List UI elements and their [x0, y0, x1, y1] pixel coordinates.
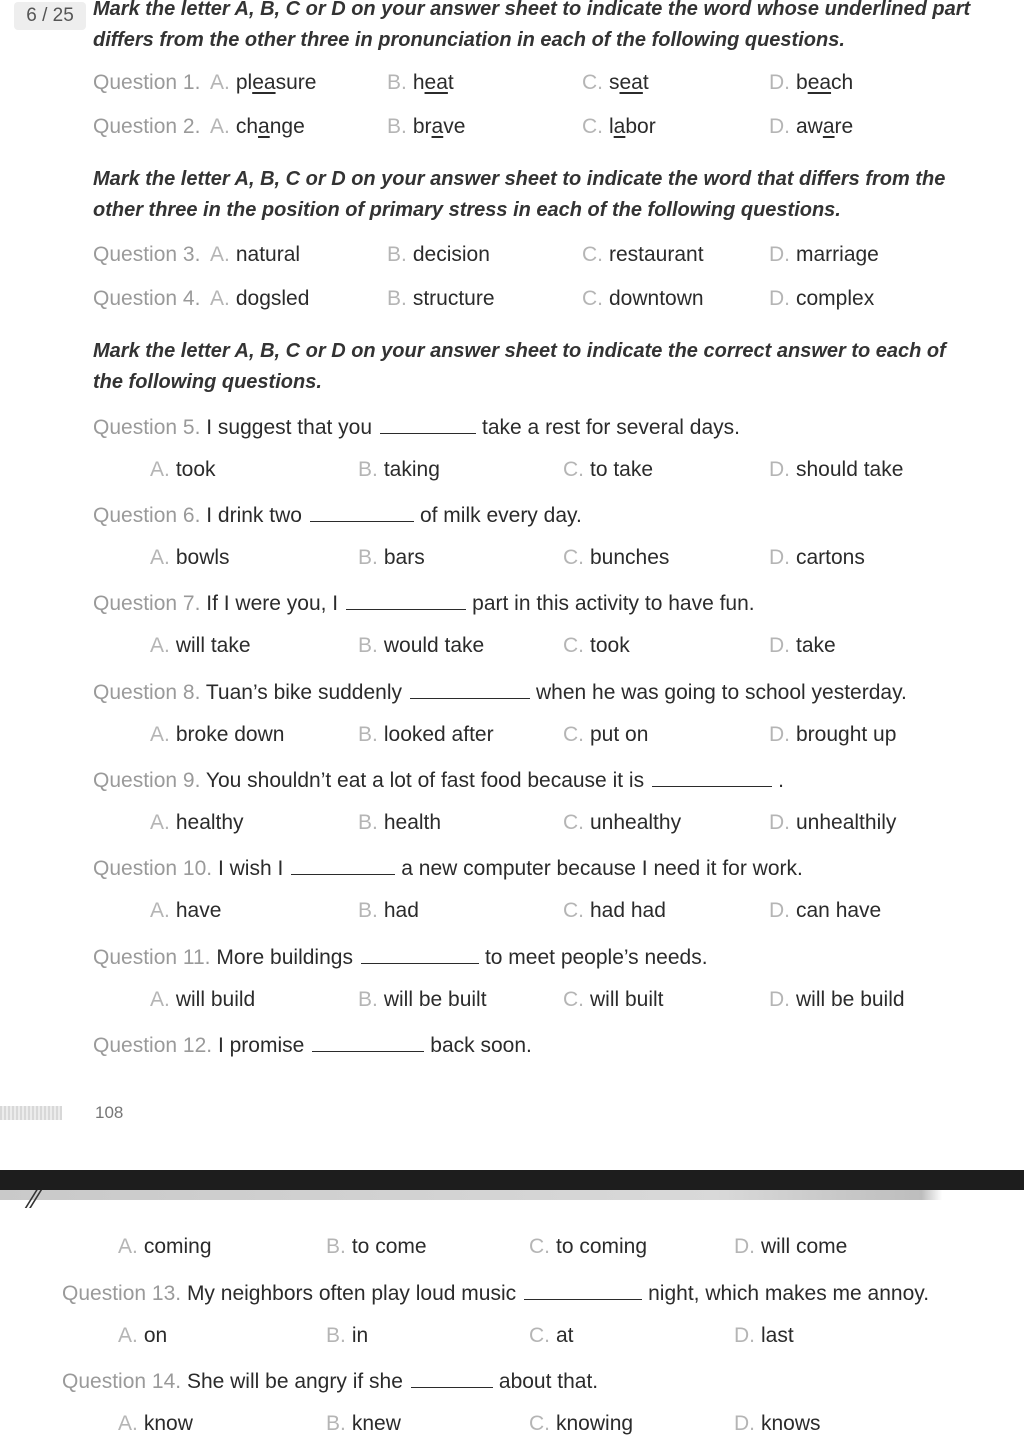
option-text: bunches [590, 546, 670, 569]
question-label: Question 6. [93, 504, 201, 527]
q5-option-a[interactable] [150, 455, 216, 485]
option-letter: B. [358, 988, 378, 1011]
option-letter: A. [150, 899, 170, 922]
q10-option-c[interactable] [563, 896, 666, 926]
underlined-part: ea [424, 71, 448, 94]
option-text: on [143, 1324, 168, 1347]
q1-option-d[interactable] [769, 68, 853, 98]
option-text: should take [796, 458, 904, 481]
option-letter: B. [387, 115, 407, 138]
answer-blank [291, 852, 395, 875]
question-text-pre: I drink two [206, 504, 302, 527]
option-letter: B. [387, 71, 407, 94]
question-label: Question 1. [93, 71, 201, 94]
option-text: knew [351, 1412, 401, 1435]
answer-blank [380, 411, 476, 434]
option-letter: D. [769, 287, 790, 310]
question-label: Question 10. [93, 857, 213, 880]
option-text: know [143, 1412, 193, 1435]
option-letter: D. [769, 546, 790, 569]
question-text-post: when he was going to school yesterday. [536, 681, 907, 704]
question-text-pre: If I were you, I [206, 592, 339, 615]
option-letter: D. [734, 1324, 755, 1347]
option-letter: B. [358, 811, 378, 834]
option-text: had had [590, 899, 666, 922]
option-text: put on [590, 723, 649, 746]
option-text: coming [143, 1235, 212, 1258]
q10-option-b[interactable] [358, 896, 419, 926]
option-text-post: sure [275, 71, 317, 94]
option-letter: D. [769, 634, 790, 657]
q13-option-d[interactable] [734, 1321, 794, 1351]
q7-option-a[interactable] [150, 631, 251, 661]
q3-option-a[interactable] [210, 240, 300, 270]
option-letter: B. [358, 458, 378, 481]
question-label: Question 14. [62, 1370, 182, 1393]
option-letter: C. [563, 634, 584, 657]
q4-option-d[interactable] [769, 284, 874, 314]
option-text: will be built [383, 988, 487, 1011]
option-text: natural [235, 243, 301, 266]
option-letter: C. [563, 458, 584, 481]
option-text: at [556, 1324, 574, 1347]
question-label: Question 7. [93, 592, 201, 615]
q14-option-a[interactable] [118, 1409, 193, 1439]
question-6 [93, 499, 993, 529]
option-letter: C. [582, 115, 603, 138]
option-text: will built [590, 988, 664, 1011]
q11-option-a[interactable] [150, 985, 255, 1015]
q2-option-d[interactable] [769, 112, 853, 142]
option-letter: D. [769, 723, 790, 746]
q6-option-a[interactable] [150, 543, 230, 573]
q4-option-b[interactable] [387, 284, 495, 314]
option-text-pre: br [412, 115, 432, 138]
option-text: took [590, 634, 630, 657]
option-letter: C. [582, 243, 603, 266]
option-text: bars [383, 546, 425, 569]
q7-option-b[interactable] [358, 631, 484, 661]
option-text-pre: aw [796, 115, 823, 138]
option-letter: B. [358, 546, 378, 569]
q3-option-b[interactable] [387, 240, 490, 270]
underlined-part: ea [619, 71, 643, 94]
option-text-pre: l [609, 115, 614, 138]
option-letter: A. [118, 1235, 138, 1258]
question-text-post: to meet people’s needs. [484, 946, 708, 969]
option-letter: B. [387, 287, 407, 310]
q13-option-b[interactable] [326, 1321, 368, 1351]
option-letter: C. [563, 811, 584, 834]
option-letter: A. [150, 546, 170, 569]
torn-edge [0, 1190, 1024, 1200]
option-letter: A. [150, 811, 170, 834]
question-label: Question 11. [93, 946, 211, 969]
option-letter: C. [563, 546, 584, 569]
option-text: knows [761, 1412, 821, 1435]
option-text: will come [761, 1235, 848, 1258]
option-letter: B. [326, 1235, 346, 1258]
q10-option-d[interactable] [769, 896, 881, 926]
q7-option-d[interactable] [769, 631, 836, 661]
question-13 [62, 1277, 962, 1307]
option-text-pre: pl [235, 71, 253, 94]
option-letter: A. [210, 71, 230, 94]
option-letter: B. [358, 634, 378, 657]
q11-option-b[interactable] [358, 985, 487, 1015]
question-12 [93, 1029, 993, 1059]
scan-artifact [0, 1106, 62, 1120]
question-text-pre: More buildings [216, 946, 353, 969]
answer-blank [410, 676, 530, 699]
underlined-part: a [431, 115, 444, 138]
question-text-post: of milk every day. [419, 504, 582, 527]
pen-mark-icon: ⁄⁄ [30, 1184, 39, 1214]
option-letter: A. [150, 458, 170, 481]
question-text-pre: She will be angry if she [186, 1370, 403, 1393]
option-letter: D. [769, 458, 790, 481]
question-text-pre: Tuan’s bike suddenly [205, 681, 403, 704]
option-text: to come [351, 1235, 427, 1258]
q9-option-a[interactable] [150, 808, 244, 838]
q14-option-c[interactable] [529, 1409, 633, 1439]
question-text-pre: I promise [217, 1034, 305, 1057]
answer-blank [346, 587, 466, 610]
option-letter: C. [563, 899, 584, 922]
option-text: in [351, 1324, 369, 1347]
option-text: downtown [609, 287, 704, 310]
q12-option-c[interactable] [529, 1232, 647, 1262]
option-text: marriage [796, 243, 879, 266]
option-text: will build [175, 988, 256, 1011]
underlined-part: a [822, 115, 835, 138]
question-text-post: . [778, 769, 784, 792]
option-letter: D. [734, 1412, 755, 1435]
option-text: brought up [796, 723, 897, 746]
question-7 [93, 587, 993, 617]
option-text-pre: h [412, 71, 425, 94]
q4-option-a[interactable] [210, 284, 309, 314]
answer-blank [361, 941, 479, 964]
question-text-pre: I wish I [217, 857, 284, 880]
page-divider [0, 1170, 1024, 1190]
question-label: Question 12. [93, 1034, 213, 1057]
option-letter: A. [210, 287, 230, 310]
question-5 [93, 411, 993, 441]
option-text: looked after [383, 723, 494, 746]
question-text-post: a new computer because I need it for work. [401, 857, 803, 880]
option-text-pre: b [796, 71, 808, 94]
q12-option-b[interactable] [326, 1232, 427, 1262]
question-text-pre: My neighbors often play loud music [186, 1282, 517, 1305]
option-text: can have [796, 899, 882, 922]
answer-blank [310, 499, 414, 522]
q8-option-c[interactable] [563, 720, 648, 750]
underlined-part: a [258, 115, 270, 138]
instruction-pronunciation: Mark the letter A, B, C or D on your answer sheet to indicate the word whose underlined part differs from the other three in pronunciation in each of the following questions. [93, 0, 971, 51]
question-text-post: night, which makes me annoy. [648, 1282, 930, 1305]
option-text-pre: ch [235, 115, 259, 138]
question-9 [93, 764, 993, 794]
option-text: to coming [556, 1235, 648, 1258]
option-letter: C. [582, 71, 603, 94]
option-text: had [383, 899, 419, 922]
question-label: Question 13. [62, 1282, 182, 1305]
question-10 [93, 852, 993, 882]
question-14 [62, 1365, 962, 1395]
q11-option-d[interactable] [769, 985, 905, 1015]
q2-option-c[interactable] [582, 112, 656, 142]
option-text-pre: s [609, 71, 620, 94]
q9-option-c[interactable] [563, 808, 681, 838]
option-text: unhealthily [796, 811, 897, 834]
option-text: complex [796, 287, 875, 310]
option-text: cartons [796, 546, 865, 569]
answer-blank [652, 764, 772, 787]
page-number: 108 [95, 1103, 124, 1122]
option-text-post: ve [443, 115, 466, 138]
option-letter: A. [210, 243, 230, 266]
option-letter: B. [387, 243, 407, 266]
q2-option-a[interactable] [210, 112, 305, 142]
question-text-post: part in this activity to have fun. [472, 592, 755, 615]
answer-blank [312, 1029, 424, 1052]
q11-option-c[interactable] [563, 985, 664, 1015]
option-text: restaurant [609, 243, 704, 266]
option-text: took [175, 458, 216, 481]
option-letter: B. [358, 899, 378, 922]
q13-option-a[interactable] [118, 1321, 167, 1351]
question-11 [93, 941, 993, 971]
q14-option-b[interactable] [326, 1409, 401, 1439]
option-text-post: nge [269, 115, 305, 138]
option-text: will be build [796, 988, 905, 1011]
question-label: Question 4. [93, 287, 201, 310]
option-letter: D. [769, 115, 790, 138]
option-letter: B. [326, 1324, 346, 1347]
option-text-post: re [834, 115, 854, 138]
underlined-part: a [613, 115, 626, 138]
option-text: broke down [175, 723, 285, 746]
option-letter: C. [563, 723, 584, 746]
option-letter: D. [769, 243, 790, 266]
q5-option-c[interactable] [563, 455, 653, 485]
worksheet-page-2 [0, 1200, 1024, 1447]
q10-option-a[interactable] [150, 896, 221, 926]
question-text-post: back soon. [430, 1034, 532, 1057]
q8-option-b[interactable] [358, 720, 494, 750]
question-text-post: about that. [498, 1370, 599, 1393]
option-text: would take [383, 634, 485, 657]
option-text: health [383, 811, 442, 834]
option-text: will take [175, 634, 251, 657]
option-text: take [796, 634, 836, 657]
q6-option-c[interactable] [563, 543, 669, 573]
option-letter: D. [769, 899, 790, 922]
q4-option-c[interactable] [582, 284, 704, 314]
q1-option-b[interactable] [387, 68, 454, 98]
q12-option-d[interactable] [734, 1232, 847, 1262]
option-text: knowing [556, 1412, 634, 1435]
q6-option-b[interactable] [358, 543, 425, 573]
option-text: last [761, 1324, 794, 1347]
q5-option-d[interactable] [769, 455, 903, 485]
question-label: Question 9. [93, 769, 201, 792]
question-text-pre: You shouldn’t eat a lot of fast food because it is [205, 769, 645, 792]
answer-blank [411, 1365, 493, 1388]
underlined-part: ea [807, 71, 832, 94]
option-letter: A. [118, 1412, 138, 1435]
question-label: Question 5. [93, 416, 201, 439]
question-8 [93, 676, 993, 706]
option-text: dogsled [235, 287, 310, 310]
question-label: Question 8. [93, 681, 201, 704]
question-text-post: take a rest for several days. [482, 416, 740, 439]
option-text: structure [412, 287, 495, 310]
option-letter: C. [563, 988, 584, 1011]
option-text: healthy [175, 811, 244, 834]
option-text: decision [412, 243, 490, 266]
option-letter: C. [582, 287, 603, 310]
option-letter: C. [529, 1324, 550, 1347]
question-label: Question 3. [93, 243, 201, 266]
q12-option-a[interactable] [118, 1232, 212, 1262]
q13-option-c[interactable] [529, 1321, 574, 1351]
option-text: bowls [175, 546, 230, 569]
q3-option-d[interactable] [769, 240, 879, 270]
q1-option-a[interactable] [210, 68, 316, 98]
q9-option-d[interactable] [769, 808, 896, 838]
option-text: have [175, 899, 222, 922]
underlined-part: ea [252, 71, 276, 94]
q7-option-c[interactable] [563, 631, 630, 661]
option-letter: D. [769, 71, 790, 94]
option-text: taking [383, 458, 440, 481]
option-text-post: t [642, 71, 649, 94]
option-text: unhealthy [590, 811, 682, 834]
option-letter: C. [529, 1412, 550, 1435]
q8-option-a[interactable] [150, 720, 284, 750]
option-text-post: bor [625, 115, 656, 138]
instruction-correct-answer: Mark the letter A, B, C or D on your answer sheet to indicate the correct answer to each of the following questions. [93, 340, 946, 393]
q6-option-d[interactable] [769, 543, 865, 573]
option-letter: A. [150, 988, 170, 1011]
instruction-stress: Mark the letter A, B, C or D on your answer sheet to indicate the word that differs from the other three in the position of primary stress in each of the following questions. [93, 168, 946, 221]
q9-option-b[interactable] [358, 808, 441, 838]
q5-option-b[interactable] [358, 455, 440, 485]
question-text-pre: I suggest that you [206, 416, 373, 439]
option-letter: D. [734, 1235, 755, 1258]
option-letter: D. [769, 811, 790, 834]
option-text-post: t [447, 71, 454, 94]
option-letter: A. [210, 115, 230, 138]
option-letter: B. [326, 1412, 346, 1435]
page-counter: 6 / 25 [14, 2, 86, 30]
question-label: Question 2. [93, 115, 201, 138]
q8-option-d[interactable] [769, 720, 896, 750]
answer-blank [524, 1277, 642, 1300]
option-letter: D. [769, 988, 790, 1011]
q1-option-c[interactable] [582, 68, 649, 98]
option-letter: A. [150, 634, 170, 657]
option-letter: A. [150, 723, 170, 746]
q2-option-b[interactable] [387, 112, 465, 142]
option-letter: B. [358, 723, 378, 746]
option-letter: A. [118, 1324, 138, 1347]
option-text-post: ch [831, 71, 854, 94]
option-letter: C. [529, 1235, 550, 1258]
option-text: to take [590, 458, 654, 481]
q3-option-c[interactable] [582, 240, 704, 270]
q14-option-d[interactable] [734, 1409, 821, 1439]
